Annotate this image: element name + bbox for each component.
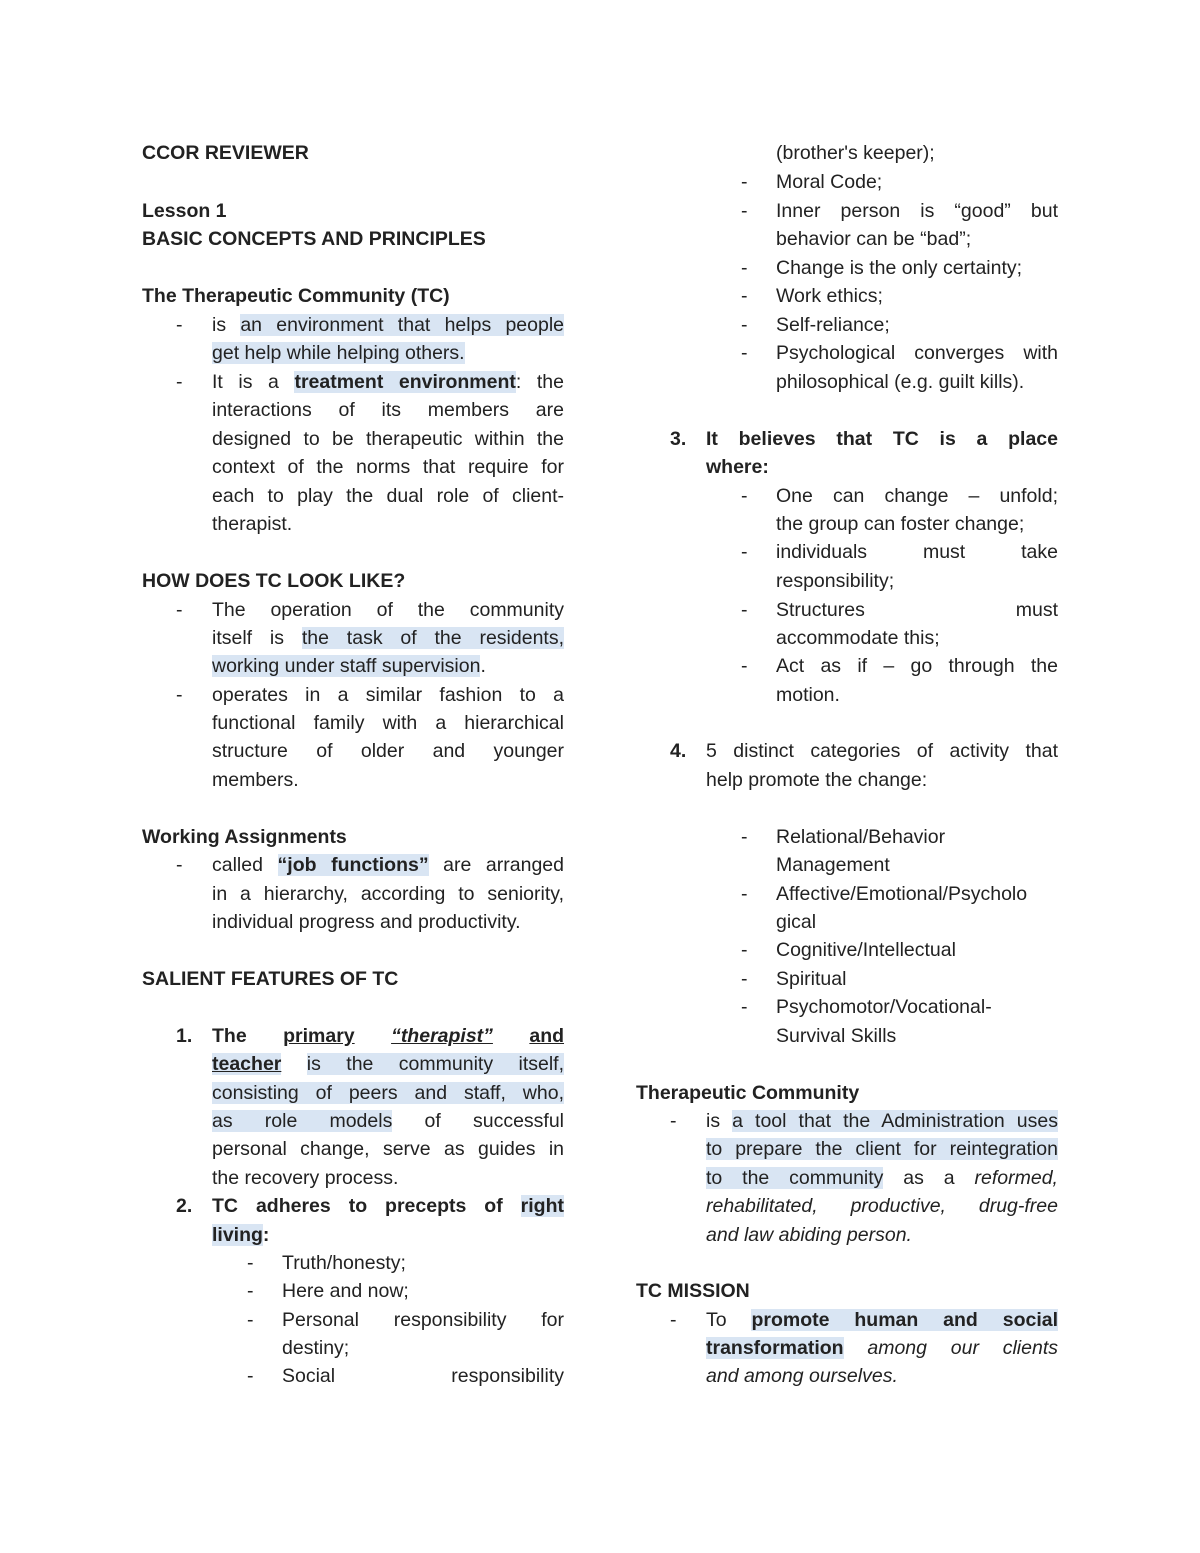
text-line: and law abiding person. [706,1224,912,1246]
bullet-dash: - [176,314,183,336]
text-line: is a tool that the Administration uses [706,1110,1059,1132]
text-line: itself is the task of the residents, [212,627,564,649]
section-heading-working: Working Assignments [142,826,347,848]
text-line: The operation of the community [212,599,564,621]
text-line: designed to be therapeutic within the [212,428,564,450]
bullet-dash: - [247,1365,254,1387]
text-line: Moral Code; [776,171,883,193]
bullet-dash: - [670,1309,677,1331]
bullet-dash: - [741,826,748,848]
text-line: therapist. [212,513,293,535]
section-heading-salient: SALIENT FEATURES OF TC [142,968,399,990]
text-line: Self-reliance; [776,314,890,336]
text-line: responsibility; [776,570,895,592]
text-line: 5 distinct categories of activity that [706,740,1058,762]
text-line: working under staff supervision. [212,655,486,677]
document-title: CCOR REVIEWER [142,142,309,164]
lesson-title: BASIC CONCEPTS AND PRINCIPLES [142,228,486,250]
bullet-dash: - [741,314,748,336]
bullet-dash: - [176,371,183,393]
text-line: gical [776,911,817,933]
list-number: 4. [670,740,687,762]
text-line: philosophical (e.g. guilt kills). [776,371,1025,393]
text-line: One can change – unfold; [776,485,1058,507]
text-line: in a hierarchy, according to seniority, [212,883,564,905]
text-line: Work ethics; [776,285,883,307]
text-line: the group can foster change; [776,513,1025,535]
text-line: Psychological converges with [776,342,1058,364]
text-line: behavior can be “bad”; [776,228,972,250]
text-line: Social responsibility [282,1365,564,1387]
section-heading-tc: The Therapeutic Community (TC) [142,285,450,307]
text-line: Here and now; [282,1280,409,1302]
bullet-dash: - [741,655,748,677]
text-line: living: [212,1224,270,1246]
text-line: members. [212,769,299,791]
text-line: motion. [776,684,840,706]
text-line: Psychomotor/Vocational- [776,996,992,1018]
bullet-dash: - [176,684,183,706]
bullet-dash: - [247,1280,254,1302]
lesson-label: Lesson 1 [142,200,227,222]
text-line: It believes that TC is a place [706,428,1058,450]
text-line: interactions of its members are [212,399,564,421]
section-heading-look: HOW DOES TC LOOK LIKE? [142,570,406,592]
text-line: each to play the dual role of client- [212,485,564,507]
list-number: 3. [670,428,687,450]
bullet-dash: - [741,171,748,193]
text-line: rehabilitated, productive, drug-free [706,1195,1058,1217]
bullet-dash: - [741,541,748,563]
bullet-dash: - [741,883,748,905]
bullet-dash: - [176,599,183,621]
bullet-dash: - [741,285,748,307]
bullet-dash: - [741,342,748,364]
bullet-dash: - [247,1309,254,1331]
text-line: transformation among our clients [706,1337,1058,1359]
bullet-dash: - [741,939,748,961]
text-line: consisting of peers and staff, who, [212,1082,564,1104]
text-line: as role models of successful [212,1110,565,1132]
bullet-dash: - [741,485,748,507]
bullet-dash: - [670,1110,677,1132]
text-line: teacher is the community itself, [212,1053,565,1075]
list-number: 2. [176,1195,193,1217]
bullet-dash: - [176,854,183,876]
text-line: Inner person is “good” but [776,200,1058,222]
text-line: individual progress and productivity. [212,911,521,933]
text-line: called “job functions” are arranged [212,854,564,876]
bullet-dash: - [741,599,748,621]
text-line: the recovery process. [212,1167,399,1189]
text-line: Cognitive/Intellectual [776,939,956,961]
text-line: Relational/Behavior [776,826,946,848]
text-line: Personal responsibility for [282,1309,564,1331]
text-line: get help while helping others. [212,342,465,364]
bullet-dash: - [247,1252,254,1274]
section-heading-tc2: Therapeutic Community [636,1082,860,1104]
text-line: accommodate this; [776,627,940,649]
text-line: The primary “therapist” and [212,1025,565,1047]
text-line: where: [706,456,769,478]
bullet-dash: - [741,996,748,1018]
text-line: help promote the change: [706,769,928,791]
text-line: context of the norms that require for [212,456,564,478]
text-line: Change is the only certainty; [776,257,1023,279]
text-line: (brother's keeper); [776,142,935,164]
text-line: Structures must [776,599,1058,621]
text-line: TC adheres to precepts of right [212,1195,564,1217]
text-line: Survival Skills [776,1025,897,1047]
text-line: destiny; [282,1337,350,1359]
list-number: 1. [176,1025,193,1047]
bullet-dash: - [741,200,748,222]
text-line: to prepare the client for reintegration [706,1138,1058,1160]
text-line: personal change, serve as guides in [212,1138,564,1160]
text-line: is an environment that helps people [212,314,564,336]
bullet-dash: - [741,257,748,279]
text-line: To promote human and social [706,1309,1058,1331]
text-line: It is a treatment environment: the [212,371,564,393]
text-line: and among ourselves. [706,1365,898,1387]
text-line: operates in a similar fashion to a [212,684,564,706]
text-line: individuals must take [776,541,1058,563]
section-heading-mission: TC MISSION [636,1280,750,1302]
text-line: Act as if – go through the [776,655,1058,677]
text-line: Truth/honesty; [282,1252,406,1274]
text-line: functional family with a hierarchical [212,712,564,734]
text-line: Affective/Emotional/Psycholo [776,883,1028,905]
text-line: Spiritual [776,968,847,990]
text-line: structure of older and younger [212,740,564,762]
bullet-dash: - [741,968,748,990]
text-line: Management [776,854,890,876]
text-line: to the community as a reformed, [706,1167,1058,1189]
